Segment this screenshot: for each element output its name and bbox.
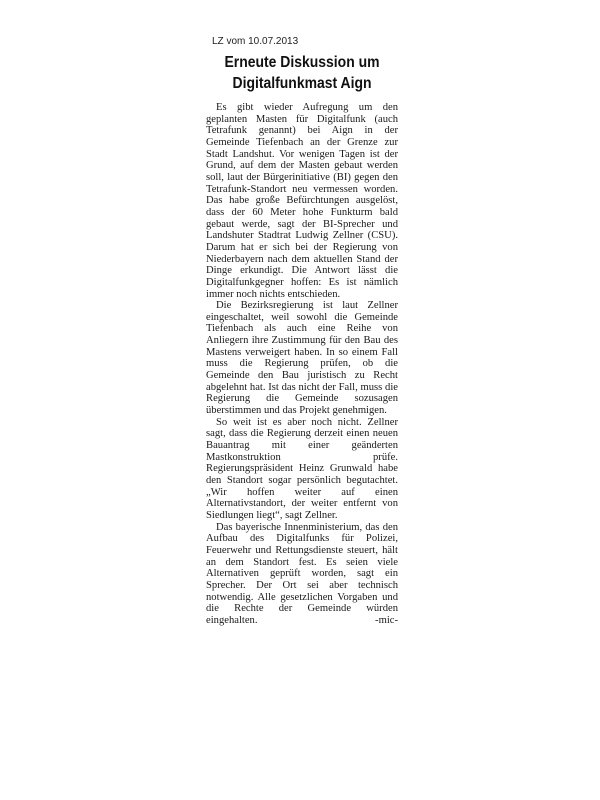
paragraph-3: So weit ist es aber noch nicht. Zellner sagt, dass die Regierung derzeit einen neuen Bauantrag mit einer geänderten Mastkonstruktion prüfe. Regierungspräsident Heinz Grunwald habe den Standort sogar persönlich begutachtet. „Wir hoffen weiter auf einen Alternativstandort, der weiter entfernt von Siedlungen liegt“, sagt Zellner. xyxy=(206,416,398,521)
source-line: LZ vom 10.07.2013 xyxy=(212,36,299,47)
article-body xyxy=(206,102,398,627)
paragraph-4-text: Das bayerische Innenministerium, das den Aufbau des Digitalfunks für Polizei, Feuerwehr und Rettungsdienste steuert, hält an dem Standort fest. Es seien viele Alternativen geprüft worden, sagt ein Sprecher. Der Ort sei aber technisch notwendig. Alle gesetzlichen Vorgaben und die Rechte der Gemeinde würden eingehalten. xyxy=(206,521,398,626)
author-signature: -mic- xyxy=(375,614,398,626)
headline-line-1: Erneute Diskussion um xyxy=(224,54,380,71)
paragraph-4 xyxy=(206,522,398,627)
paragraph-2: Die Bezirksregierung ist laut Zellner eingeschaltet, weil sowohl die Gemeinde Tiefenbach als auch eine Reihe von Anliegern ihre Zustimmung für den Bau des Mastens verweigert haben. In so einem Fall muss die Regierung prüfen, ob die Gemeinde den Bau juristisch zu Recht abgelehnt hat. Ist das nicht der Fall, muss die Regierung die Gemeinde sozusagen überstimmen und das Projekt genehmigen. xyxy=(206,300,398,417)
paragraph-1: Es gibt wieder Aufregung um den geplanten Masten für Digitalfunk (auch Tetrafunk genannt) bei Aign in der Gemeinde Tiefenbach an der Grenze zur Stadt Landshut. Vor wenigen Tagen ist der Grund, auf dem der Masten gebaut werden soll, laut der Bürgerinitiative (BI) gegen den Tetrafunk-Standort neu vermessen worden. Das habe große Befürchtungen ausgelöst, dass der 60 Meter hohe Funkturm bald gebaut werde, sagt der BI-Sprecher und Landshuter Stadtrat Ludwig Zellner (CSU). Darum hat er sich bei der Regierung von Niederbayern nach dem aktuellen Stand der Dinge erkundigt. Die Antwort lässt die Digitalfunkgegner hoffen: Es ist nämlich immer noch nichts entschieden. xyxy=(206,102,398,300)
article-headline xyxy=(214,52,390,94)
headline-line-2: Digitalfunkmast Aign xyxy=(232,75,372,92)
